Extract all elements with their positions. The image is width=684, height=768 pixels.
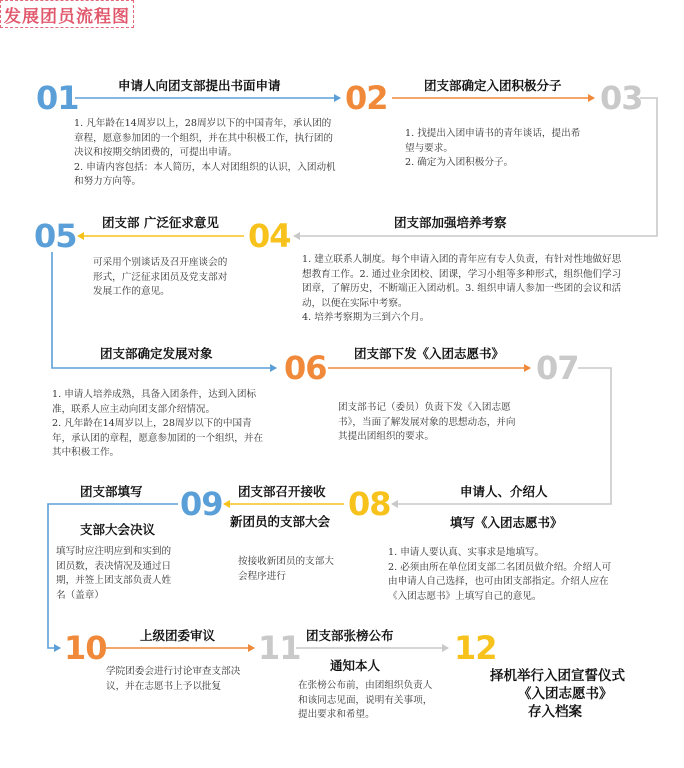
step-10-text <box>106 665 258 694</box>
step-09b-heading-2: 支部大会决议 <box>80 522 156 537</box>
step-12-heading-2: 《入团志愿书》 <box>518 686 613 702</box>
step-08-text <box>388 546 616 604</box>
step-03-number: 03 <box>600 79 643 117</box>
step-08-number: 08 <box>348 485 391 523</box>
step-07-text <box>338 401 518 445</box>
step-10-heading: 上级团委审议 <box>140 628 216 643</box>
step-04-heading: 团支部加强培养考察 <box>394 215 507 230</box>
step-05-line: 可采用个别谈话及召开座谈会的形式，广泛征求团员及党支部对发展工作的意见。 <box>93 257 228 298</box>
step-09-heading: 团支部召开接收 <box>238 484 326 499</box>
step-06-line: 1. 申请人培养成熟，具备入团条件，达到入团标准，联系人应主动向团支部介绍情况。 <box>52 389 257 415</box>
step-06-heading: 团支部确定发展对象 <box>100 346 213 361</box>
step-09-text <box>238 555 340 584</box>
step-05-number: 05 <box>34 217 77 255</box>
step-04-line: 1. 建立联系人制度。每个申请入团的青年应有专人负责，有针对性地做好思想教育工作。2. 通过业余团校、团课，学习小组等多种形式，组织他们学习团章，了解历史，不断端正入团动机。3. 组织申请人参加一些团的会议和活动，以便在实际中考察。 <box>302 254 622 309</box>
step-09-heading-2: 新团员的支部大会 <box>230 514 331 529</box>
step-01-line: 2. 申请内容包括：本人简历，本人对团组织的认识，入团动机和努力方向等。 <box>74 161 336 188</box>
page-title: 发展团员流程图 <box>0 0 134 28</box>
step-09b-text <box>56 545 180 603</box>
step-01-text <box>74 117 336 190</box>
step-02-line: 2. 确定为入团积极分子。 <box>405 157 514 169</box>
step-07-number: 07 <box>536 349 579 387</box>
step-01-number: 01 <box>36 79 79 117</box>
step-11-heading: 团支部张榜公布 <box>306 628 394 643</box>
step-08-heading: 申请人、介绍人 <box>460 484 548 499</box>
step-06-text <box>52 388 268 461</box>
step-02-number: 02 <box>345 79 388 117</box>
step-04-text <box>302 253 622 326</box>
step-11-line: 在张榜公布前，由团组织负责人和该同志见面，说明有关事项，提出要求和希望。 <box>298 680 433 721</box>
step-12-number: 12 <box>454 629 497 667</box>
step-12-heading-3: 存入档案 <box>528 704 582 720</box>
step-08-line: 2. 必须由所在单位团支部二名团员做介绍。介绍人可由申请人自己选择，也可由团支部指定。介绍人应在《入团志愿书》上填写自己的意见。 <box>388 561 612 602</box>
step-02-text <box>405 127 587 171</box>
step-10-number: 10 <box>64 629 107 667</box>
step-09-number: 09 <box>180 485 223 523</box>
step-08-line: 1. 申请人要认真、实事求是地填写。 <box>388 547 545 558</box>
step-05-heading: 团支部 广泛征求意见 <box>102 215 219 230</box>
step-02-heading: 团支部确定入团积极分子 <box>424 78 562 93</box>
step-01-line: 1. 凡年龄在14周岁以上，28周岁以下的中国青年，承认团的章程，愿意参加团的一个组织，并在其中积极工作，执行团的决议和按期交纳团费的，可提出申请。 <box>74 118 334 159</box>
step-08-heading-2: 填写《入团志愿书》 <box>450 515 563 530</box>
step-09-line: 按接收新团员的支部大会程序进行 <box>238 556 334 582</box>
step-02-line: 1. 找提出入团申请书的青年谈话，提出希望与要求。 <box>405 128 581 154</box>
step-09b-heading: 团支部填写 <box>80 484 143 499</box>
step-07-line: 团支部书记（委员）负责下发《入团志愿书》，当面了解发展对象的思想动态，并向其提出团组织的要求。 <box>338 402 516 443</box>
step-06-number: 06 <box>284 349 327 387</box>
step-11-number: 11 <box>258 629 301 667</box>
step-11-text <box>298 679 438 723</box>
step-10-line: 学院团委会进行讨论审查支部决议，并在志愿书上予以批复 <box>106 666 241 692</box>
step-04-line: 4. 培养考察期为三到六个月。 <box>302 312 430 324</box>
step-05-text <box>93 256 229 300</box>
step-07-heading: 团支部下发《入团志愿书》 <box>354 346 505 361</box>
step-11-heading-2: 通知本人 <box>330 658 381 673</box>
step-06-line: 2. 凡年龄在14周岁以上，28周岁以下的中国青年，承认团的章程，愿意参加团的一个组织，并在其中积极工作。 <box>52 418 264 459</box>
step-01-heading: 申请人向团支部提出书面申请 <box>118 78 281 93</box>
step-09b-line: 填写时应注明应到和实到的团员数，表决情况及通过日期，并签上团支部负责人姓名（盖章） <box>56 546 172 601</box>
step-04-number: 04 <box>248 217 291 255</box>
step-12-heading: 择机举行入团宣誓仪式 <box>490 668 625 684</box>
